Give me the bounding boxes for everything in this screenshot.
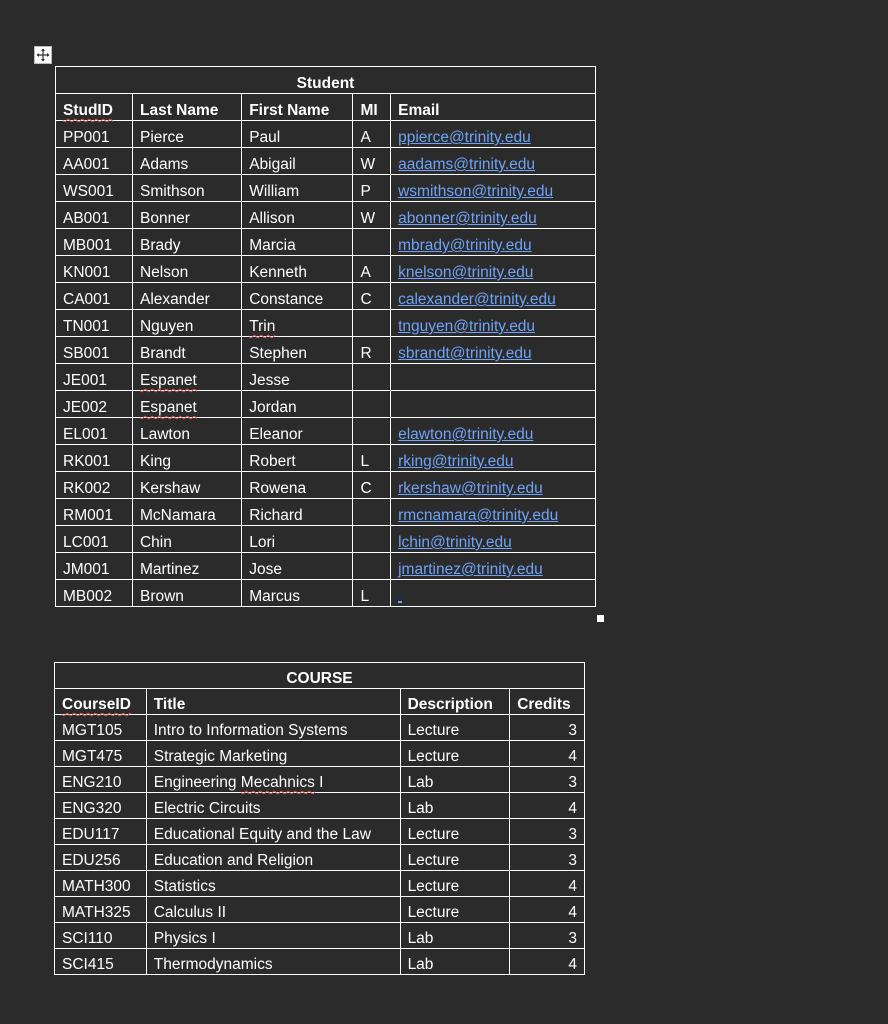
first-name-cell: Kenneth — [242, 256, 353, 283]
mi-cell: C — [353, 283, 391, 310]
email-cell[interactable] — [391, 553, 596, 580]
credits-cell: 4 — [510, 793, 585, 819]
header-title: Title — [146, 689, 400, 715]
student-caption-row — [56, 67, 596, 94]
stud-id-cell: RK001 — [56, 445, 133, 472]
table-row — [55, 949, 585, 975]
email-link[interactable]: aadams@trinity.edu — [398, 156, 536, 173]
table-row — [55, 923, 585, 949]
header-mi: MI — [353, 94, 391, 121]
first-name-cell: Constance — [242, 283, 353, 310]
course-id-cell: MATH300 — [55, 871, 147, 897]
table-row — [56, 499, 596, 526]
course-header-row — [55, 689, 585, 715]
last-name-cell: Adams — [132, 148, 241, 175]
course-title-cell: Thermodynamics — [146, 949, 400, 975]
table-row — [56, 364, 596, 391]
credits-cell: 4 — [510, 741, 585, 767]
mi-cell: L — [353, 445, 391, 472]
stud-id-cell: JM001 — [56, 553, 133, 580]
email-link[interactable]: mbrady@trinity.edu — [398, 237, 532, 254]
table-row — [55, 897, 585, 923]
course-table — [54, 662, 585, 975]
student-table — [55, 66, 596, 607]
email-cell — [391, 391, 596, 418]
table-row — [56, 418, 596, 445]
email-link[interactable]: abonner@trinity.edu — [398, 210, 537, 227]
mi-cell: P — [353, 175, 391, 202]
stud-id-cell: TN001 — [56, 310, 133, 337]
last-name-cell: Kershaw — [132, 472, 241, 499]
course-title-cell: Educational Equity and the Law — [146, 819, 400, 845]
header-first-name: First Name — [242, 94, 353, 121]
course-title-cell: Intro to Information Systems — [146, 715, 400, 741]
first-name-cell: Marcia — [242, 229, 353, 256]
stud-id-cell: WS001 — [56, 175, 133, 202]
course-title-cell: Strategic Marketing — [146, 741, 400, 767]
course-id-cell: SCI415 — [55, 949, 147, 975]
course-id-cell: MGT475 — [55, 741, 147, 767]
email-link[interactable]: rmcnamara@trinity.edu — [398, 507, 559, 524]
header-description: Description — [400, 689, 510, 715]
mi-cell: W — [353, 148, 391, 175]
last-name-cell: Alexander — [132, 283, 241, 310]
course-id-cell: MATH325 — [55, 897, 147, 923]
credits-cell: 4 — [510, 897, 585, 923]
last-name-cell: McNamara — [132, 499, 241, 526]
credits-cell: 3 — [510, 767, 585, 793]
text-cursor — [398, 601, 402, 603]
email-cell[interactable] — [391, 472, 596, 499]
first-name-cell: Allison — [242, 202, 353, 229]
last-name-cell: Lawton — [132, 418, 241, 445]
description-cell: Lab — [400, 793, 510, 819]
last-name-cell: Bonner — [132, 202, 241, 229]
first-name-cell: William — [242, 175, 353, 202]
table-row — [55, 767, 585, 793]
table-row — [56, 229, 596, 256]
email-link[interactable]: ppierce@trinity.edu — [398, 129, 531, 146]
student-header-row — [56, 94, 596, 121]
table-row — [55, 819, 585, 845]
email-cell — [391, 580, 596, 607]
first-name-cell: Richard — [242, 499, 353, 526]
table-row — [56, 391, 596, 418]
last-name-cell: Smithson — [132, 175, 241, 202]
mi-cell — [353, 229, 391, 256]
description-cell: Lecture — [400, 897, 510, 923]
email-link[interactable]: wsmithson@trinity.edu — [398, 183, 554, 200]
course-id-cell: ENG320 — [55, 793, 147, 819]
email-cell[interactable] — [391, 526, 596, 553]
last-name-cell: King — [132, 445, 241, 472]
mi-cell — [353, 499, 391, 526]
last-name-cell: Nelson — [132, 256, 241, 283]
email-link[interactable]: elawton@trinity.edu — [398, 426, 534, 443]
first-name-cell: Paul — [242, 121, 353, 148]
email-cell[interactable] — [391, 148, 596, 175]
stud-id-cell: MB002 — [56, 580, 133, 607]
description-cell: Lecture — [400, 871, 510, 897]
email-cell[interactable] — [391, 499, 596, 526]
course-title-cell — [146, 767, 400, 793]
mi-cell — [353, 526, 391, 553]
first-name-cell: Lori — [242, 526, 353, 553]
description-cell: Lecture — [400, 845, 510, 871]
student-table-title: Student — [56, 67, 596, 94]
mi-cell — [353, 418, 391, 445]
table-row — [56, 256, 596, 283]
last-name-cell: Brady — [132, 229, 241, 256]
table-row — [56, 337, 596, 364]
email-cell[interactable] — [391, 283, 596, 310]
mi-cell: W — [353, 202, 391, 229]
table-row — [55, 793, 585, 819]
table-row — [56, 526, 596, 553]
description-cell: Lecture — [400, 819, 510, 845]
email-link[interactable]: jmartinez@trinity.edu — [398, 561, 543, 578]
last-name-cell: Brown — [132, 580, 241, 607]
email-link[interactable]: calexander@trinity.edu — [398, 291, 556, 308]
stud-id-cell: AA001 — [56, 148, 133, 175]
credits-cell: 3 — [510, 845, 585, 871]
table-row — [55, 741, 585, 767]
credits-cell: 4 — [510, 949, 585, 975]
course-table-title: COURSE — [55, 663, 585, 689]
stud-id-cell: AB001 — [56, 202, 133, 229]
course-title-cell: Electric Circuits — [146, 793, 400, 819]
email-link[interactable]: rking@trinity.edu — [398, 453, 514, 470]
stud-id-cell: LC001 — [56, 526, 133, 553]
email-cell[interactable] — [391, 202, 596, 229]
last-name-cell: Brandt — [132, 337, 241, 364]
last-name-cell: Nguyen — [132, 310, 241, 337]
description-cell: Lab — [400, 949, 510, 975]
mi-cell: R — [353, 337, 391, 364]
move-arrows-icon — [36, 48, 50, 62]
stud-id-cell: EL001 — [56, 418, 133, 445]
description-cell: Lab — [400, 923, 510, 949]
course-id-cell: EDU117 — [55, 819, 147, 845]
table-row — [56, 202, 596, 229]
first-name-cell: Jesse — [242, 364, 353, 391]
last-name-cell: Espanet — [132, 364, 241, 391]
last-name-cell: Espanet — [132, 391, 241, 418]
credits-cell: 3 — [510, 923, 585, 949]
email-link[interactable]: tnguyen@trinity.edu — [398, 318, 536, 335]
stud-id-cell: CA001 — [56, 283, 133, 310]
header-stud-id: StudID — [56, 94, 133, 121]
stud-id-cell: KN001 — [56, 256, 133, 283]
first-name-cell: Jose — [242, 553, 353, 580]
stud-id-cell: JE001 — [56, 364, 133, 391]
first-name-cell: Jordan — [242, 391, 353, 418]
course-id-cell: EDU256 — [55, 845, 147, 871]
table-row — [56, 283, 596, 310]
table-move-handle-icon[interactable] — [34, 46, 52, 64]
email-cell[interactable] — [391, 229, 596, 256]
credits-cell: 3 — [510, 819, 585, 845]
first-name-cell: Rowena — [242, 472, 353, 499]
course-caption-row — [55, 663, 585, 689]
email-cell[interactable] — [391, 175, 596, 202]
header-course-id: CourseID — [55, 689, 147, 715]
table-row — [56, 310, 596, 337]
course-id-cell: ENG210 — [55, 767, 147, 793]
email-link[interactable]: lchin@trinity.edu — [398, 534, 512, 551]
table-row — [55, 871, 585, 897]
credits-cell: 3 — [510, 715, 585, 741]
email-cell[interactable] — [391, 418, 596, 445]
table-row — [56, 445, 596, 472]
mi-cell — [353, 391, 391, 418]
first-name-cell: Robert — [242, 445, 353, 472]
email-cell[interactable] — [391, 445, 596, 472]
email-cell[interactable] — [391, 121, 596, 148]
email-cell[interactable] — [391, 256, 596, 283]
header-last-name: Last Name — [132, 94, 241, 121]
mi-cell — [353, 364, 391, 391]
last-name-cell: Pierce — [132, 121, 241, 148]
last-name-cell: Chin — [132, 526, 241, 553]
mi-cell — [353, 553, 391, 580]
mi-cell: C — [353, 472, 391, 499]
table-resize-handle[interactable] — [597, 615, 604, 622]
course-id-cell: MGT105 — [55, 715, 147, 741]
course-title-cell: Statistics — [146, 871, 400, 897]
stud-id-cell: JE002 — [56, 391, 133, 418]
course-title-text: Engineering Mecahnics I — [153, 774, 324, 791]
header-credits: Credits — [510, 689, 585, 715]
description-cell: Lecture — [400, 715, 510, 741]
mi-cell: A — [353, 121, 391, 148]
mi-cell — [353, 310, 391, 337]
last-name-cell: Martinez — [132, 553, 241, 580]
email-cell — [391, 364, 596, 391]
first-name-cell: Abigail — [242, 148, 353, 175]
mi-cell: L — [353, 580, 391, 607]
description-cell: Lab — [400, 767, 510, 793]
email-link[interactable]: knelson@trinity.edu — [398, 264, 534, 281]
table-row — [56, 472, 596, 499]
first-name-cell: Stephen — [242, 337, 353, 364]
stud-id-cell: SB001 — [56, 337, 133, 364]
table-row — [56, 580, 596, 607]
email-link[interactable]: sbrandt@trinity.edu — [398, 345, 532, 362]
table-row — [55, 715, 585, 741]
first-name-cell: Eleanor — [242, 418, 353, 445]
stud-id-cell: PP001 — [56, 121, 133, 148]
stud-id-cell: MB001 — [56, 229, 133, 256]
first-name-cell: Trin — [242, 310, 353, 337]
first-name-cell: Marcus — [242, 580, 353, 607]
course-title-cell: Education and Religion — [146, 845, 400, 871]
table-row — [56, 148, 596, 175]
email-link[interactable]: rkershaw@trinity.edu — [398, 480, 543, 497]
stud-id-cell: RK002 — [56, 472, 133, 499]
stud-id-cell: RM001 — [56, 499, 133, 526]
email-cell[interactable] — [391, 337, 596, 364]
credits-cell: 4 — [510, 871, 585, 897]
course-title-cell: Calculus II — [146, 897, 400, 923]
header-email: Email — [391, 94, 596, 121]
table-row — [56, 175, 596, 202]
mi-cell: A — [353, 256, 391, 283]
table-row — [56, 553, 596, 580]
table-row — [55, 845, 585, 871]
description-cell: Lecture — [400, 741, 510, 767]
table-row — [56, 121, 596, 148]
course-id-cell: SCI110 — [55, 923, 147, 949]
course-title-cell: Physics I — [146, 923, 400, 949]
email-cell[interactable] — [391, 310, 596, 337]
